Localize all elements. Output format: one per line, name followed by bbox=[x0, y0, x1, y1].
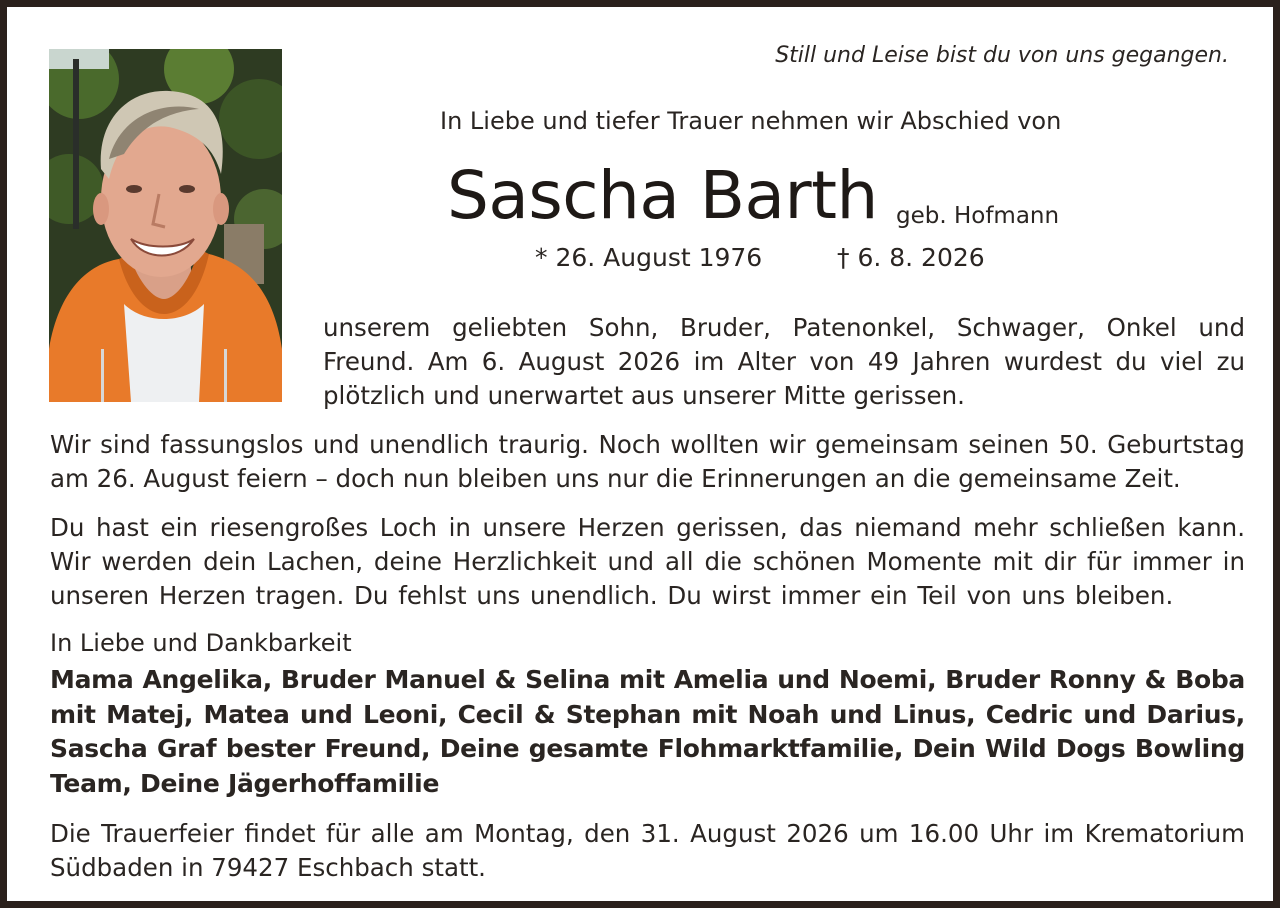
maiden-name: geb. Hofmann bbox=[896, 203, 1060, 229]
death-date: † 6. 8. 2026 bbox=[837, 243, 985, 272]
motto-text: Still und Leise bist du von uns gegangen. bbox=[775, 43, 1229, 68]
funeral-info: Die Trauerfeier findet für alle am Montag, den 31. August 2026 um 16.00 Uhr im Krematorium Südbaden in 79427 Eschbach statt. bbox=[50, 819, 1245, 882]
thanks-line: In Liebe und Dankbarkeit bbox=[50, 629, 352, 657]
portrait-illustration bbox=[49, 49, 282, 402]
birth-date: * 26. August 1976 bbox=[535, 243, 763, 272]
deceased-name: Sascha Barth bbox=[447, 157, 878, 234]
paragraph-intro: unserem geliebten Sohn, Bruder, Patenonkel, Schwager, Onkel und Freund. Am 6. August 2026 im Alter von 49 Jahren wurdest du viel zu plötzlich und unerwartet aus unserer Mitte gerissen. bbox=[323, 313, 1245, 410]
intro-text: In Liebe und tiefer Trauer nehmen wir Abschied von bbox=[440, 107, 1062, 135]
family-names: Mama Angelika, Bruder Manuel & Selina mit Amelia und Noemi, Bruder Ronny & Boba mit Matej, Matea und Leoni, Cecil & Stephan mit Noah und Linus, Cedric und Darius, Sascha Graf bester Freund, Deine gesamte Flohmarktfamilie, Dein Wild Dogs Bowling Team, Deine Jägerhoffamilie bbox=[50, 665, 1245, 798]
portrait-photo bbox=[49, 49, 282, 402]
paragraph-memory: Du hast ein riesengroßes Loch in unsere Herzen gerissen, das niemand mehr schließen kann. Wir werden dein Lachen, deine Herzlichkeit und all die schönen Momente mit dir für immer in unseren Herzen tragen. Du fehlst uns unendlich. Du wirst immer ein Teil von uns bleiben. bbox=[50, 513, 1245, 610]
paragraph-grief: Wir sind fassungslos und unendlich traurig. Noch wollten wir gemeinsam seinen 50. Geburtstag am 26. August feiern – doch nun bleiben uns nur die Erinnerungen an die gemeinsame Zeit. bbox=[50, 430, 1245, 493]
